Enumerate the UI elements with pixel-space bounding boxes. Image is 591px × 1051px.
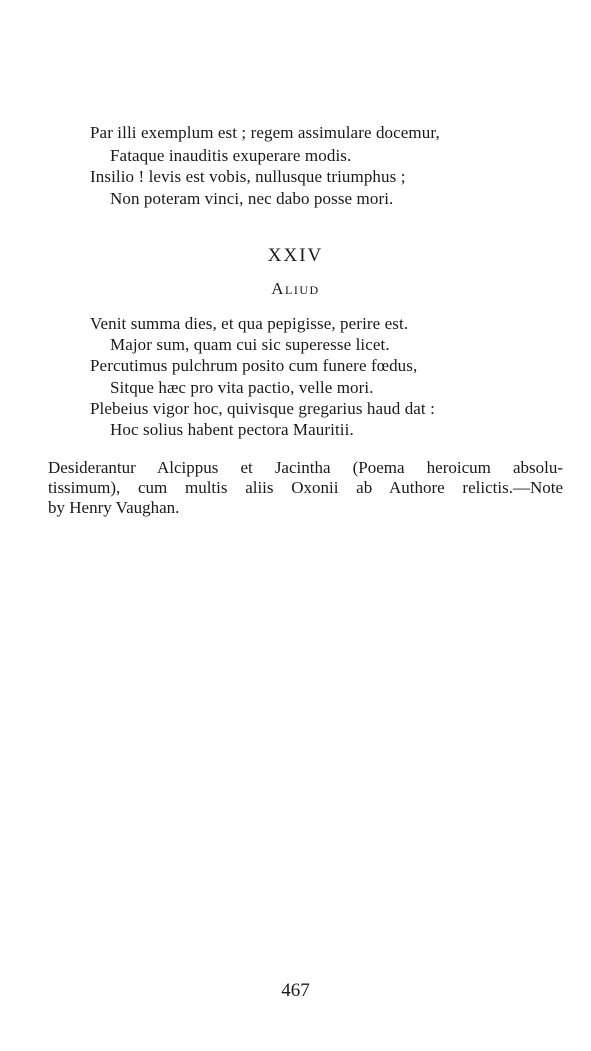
section-title: Aliud <box>271 279 320 298</box>
verse-line: Non poteram vinci, nec dabo posse mori. <box>110 189 394 208</box>
verse-line: Hoc solius habent pectora Mauritii. <box>110 420 354 439</box>
verse-line: Par illi exemplum est ; regem assimulare docemur, <box>90 123 440 142</box>
verse-line: Fataque inauditis exuperare modis. <box>110 146 352 165</box>
verse-line: Venit summa dies, et qua pepigisse, perire est. <box>90 314 409 333</box>
verse-line: Plebeius vigor hoc, quivisque gregarius haud dat : <box>90 399 435 418</box>
page-number: 467 <box>281 980 310 1001</box>
verse-line: Percutimus pulchrum posito cum funere fœdus, <box>90 356 418 375</box>
footnote-line: Desiderantur Alcippus et Jacintha (Poema heroicum absolu- <box>48 458 563 477</box>
footnote-line: tissimum), cum multis aliis Oxonii ab Authore relictis.—Note <box>48 478 563 497</box>
verse-line: Major sum, quam cui sic superesse licet. <box>110 335 390 354</box>
footnote <box>48 458 563 518</box>
section-number: XXIV <box>267 245 324 266</box>
verse-line: Insilio ! levis est vobis, nullusque triumphus ; <box>90 167 406 186</box>
footnote-line: by Henry Vaughan. <box>48 498 180 517</box>
verse-line: Sitque hæc pro vita pactio, velle mori. <box>110 378 374 397</box>
